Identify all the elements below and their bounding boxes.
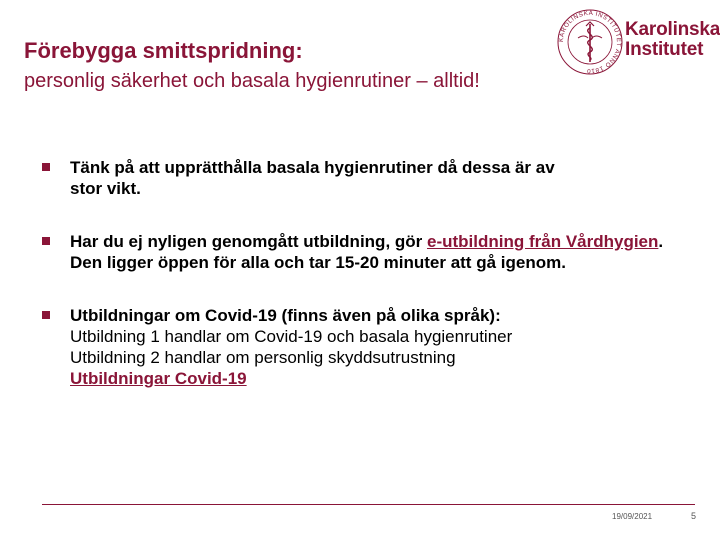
bullet-text: Har du ej nyligen genomgått utbildning, gör (70, 232, 427, 251)
page-number: 5 (691, 511, 697, 521)
karolinska-logo (556, 8, 718, 80)
logo-wordmark (625, 20, 720, 60)
bullet-text: . Den ligger öppen för alla och tar 15-20 minuter att gå igenom. (70, 232, 664, 272)
bullet-square-icon (42, 311, 50, 319)
utbildningar-covid-link[interactable]: Utbildningar Covid-19 (70, 369, 247, 388)
bullet-text: Tänk på att upprätthålla basala hygienrutiner då dessa är av (70, 158, 555, 177)
logo-line-1: Karolinska (625, 19, 720, 40)
footer-date: 19/09/2021 (612, 512, 653, 521)
bullet-square-icon (42, 163, 50, 171)
slide-title: Förebygga smittspridning: (24, 38, 303, 63)
karolinska-seal-icon (556, 8, 624, 76)
bullet-text: Utbildning 2 handlar om personlig skyddsutrustning (70, 348, 456, 367)
bullet-item (42, 305, 682, 389)
e-utbildning-link[interactable]: e-utbildning från Vårdhygien (427, 232, 659, 251)
bullet-item (42, 157, 682, 199)
footer-divider (42, 504, 695, 505)
bullet-square-icon (42, 237, 50, 245)
seal-text: KAROLINSKA INSTITUTET ANNO 1810 (557, 9, 623, 75)
slide-subtitle: personlig säkerhet och basala hygienrutiner – alltid! (24, 70, 480, 92)
bullet-heading: Utbildningar om Covid-19 (finns även på olika språk): (70, 306, 501, 325)
bullet-text: Utbildning 1 handlar om Covid-19 och basala hygienrutiner (70, 327, 513, 346)
bullet-item (42, 231, 682, 273)
bullet-list (42, 157, 682, 389)
logo-line-2: Institutet (625, 39, 704, 60)
bullet-text: stor vikt. (70, 179, 141, 198)
